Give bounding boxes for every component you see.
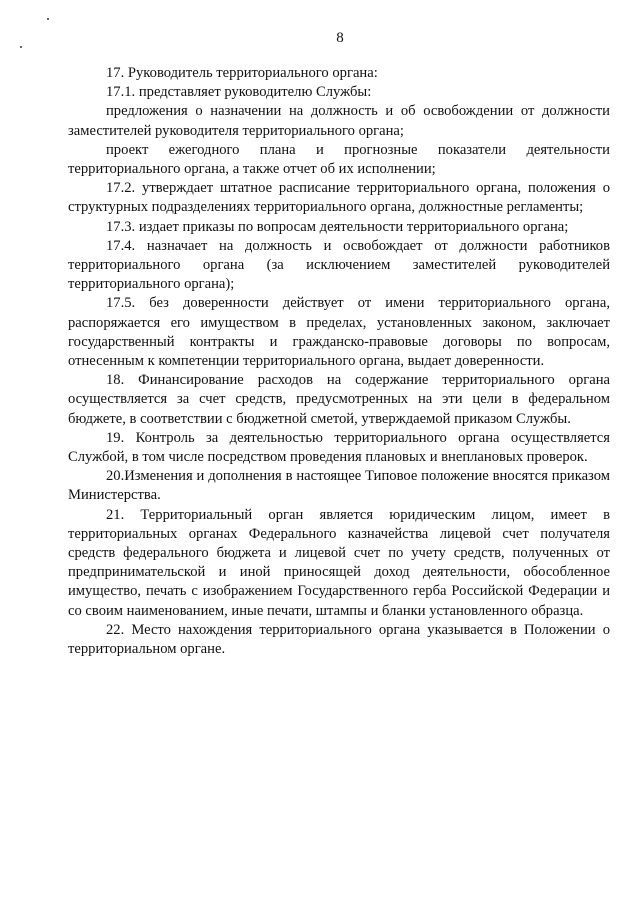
paragraph-17-1-plan: проект ежегодного плана и прогнозные показатели деятельности территориального органа, а также отчет об их исполнении; <box>68 141 610 178</box>
paragraph-21: 21. Территориальный орган является юридическим лицом, имеет в территориальных органах Федерального казначейства лицевой счет получателя средств федерального бюджета и лицевой счет по учету средств, полученных от предпринимательской и иной приносящей доход деятельности, обособленное имущество, печать с изображением Государственного герба Российской Федерации и со своим наименованием, иные печати, штампы и бланки установленного образца. <box>68 506 610 619</box>
paragraph-17-1-proposals: предложения о назначении на должность и об освобождении от должности заместителей руководителя территориального органа; <box>68 103 610 139</box>
paragraph-20: 20.Изменения и дополнения в настоящее Типовое положение вносятся приказом Министерства. <box>68 468 610 504</box>
paragraph-17-4: 17.4. назначает на должность и освобождает от должности работников территориального органа (за исключением заместителей руководителей территориального органа); <box>68 237 610 293</box>
paragraph-17-5: 17.5. без доверенности действует от имени территориального органа, распоряжается его имуществом в пределах, установленных законом, заключает государственный контракты и гражданско-правовые договоры по вопросам, отнесенным к компетенции территориального органа, выдает доверенности. <box>68 295 610 370</box>
paragraph-18: 18. Финансирование расходов на содержание территориального органа осуществляется за счет средств, предусмотренных на эти цели в федеральном бюджете, в соответствии с бюджетной сметой, утверждаемой приказом Службы. <box>68 372 610 427</box>
paragraph-17: 17. Руководитель территориального органа: <box>106 65 378 81</box>
paragraph-19: 19. Контроль за деятельностью территориального органа осуществляется Службой, в том числе посредством проведения плановых и внеплановых проверок. <box>68 429 610 466</box>
paragraph-17-2: 17.2. утверждает штатное расписание территориального органа, положения о структурных подразделениях территориального органа, должностные регламенты; <box>68 180 610 216</box>
paragraph-17-3: 17.3. издает приказы по вопросам деятельности территориального органа; <box>106 218 569 235</box>
document-body <box>68 64 610 659</box>
paragraph-22: 22. Место нахождения территориального органа указывается в Положении о территориальном органе. <box>68 621 610 658</box>
page-number: 8 <box>336 30 344 46</box>
paragraph-17-1: 17.1. представляет руководителю Службы: <box>106 84 372 101</box>
scan-speck <box>47 18 49 20</box>
